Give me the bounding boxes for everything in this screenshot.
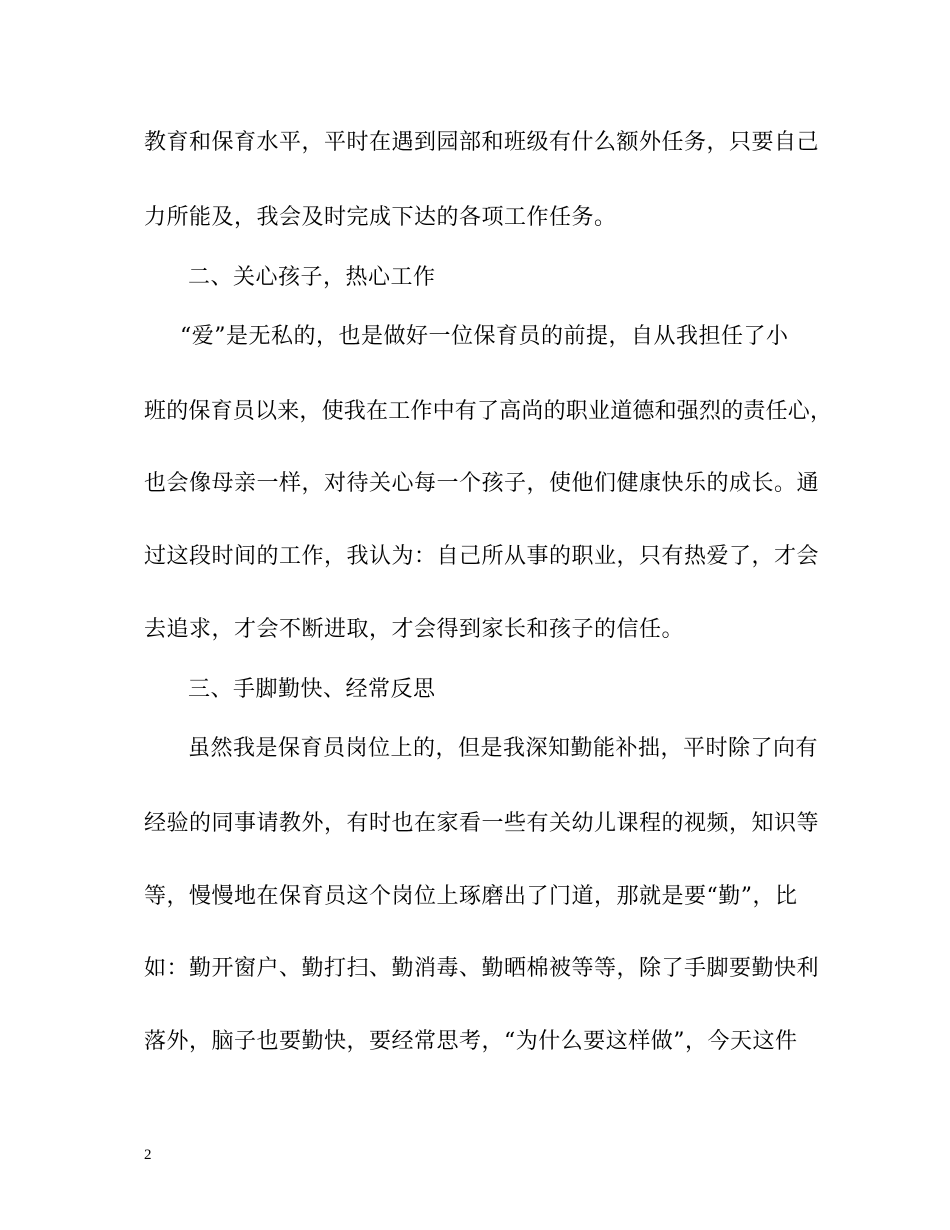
body-text-line: 等，慢慢地在保育员这个岗位上琢磨出了门道，那就是要“勤”，比 (144, 884, 798, 909)
body-text-line: 也会像母亲一样，对待关心每一个孩子，使他们健康快乐的成长。通 (144, 471, 820, 496)
paragraph-first-line: 虽然我是保育员岗位上的，但是我深知勤能补拙，平时除了向有 (188, 736, 819, 761)
body-text-line: 经验的同事请教外，有时也在家看一些有关幼儿课程的视频，知识等 (144, 811, 820, 836)
paragraph-first-line: “爱”是无私的，也是做好一位保育员的前提，自从我担任了小 (180, 324, 789, 349)
body-text-line: 过这段时间的工作，我认为：自己所从事的职业，只有热爱了，才会 (144, 544, 820, 569)
body-text-line: 力所能及，我会及时完成下达的各项工作任务。 (144, 205, 617, 230)
body-text-line: 教育和保育水平，平时在遇到园部和班级有什么额外任务，只要自己 (144, 130, 820, 155)
section-heading: 二、关心孩子，热心工作 (188, 265, 436, 290)
page-number: 2 (144, 1147, 152, 1163)
body-text-line: 去追求，才会不断进取，才会得到家长和孩子的信任。 (144, 617, 685, 642)
body-text-line: 如：勤开窗户、勤打扫、勤消毒、勤晒棉被等等，除了手脚要勤快利 (144, 956, 820, 981)
section-heading: 三、手脚勤快、经常反思 (188, 677, 436, 702)
body-text-line: 落外，脑子也要勤快，要经常思考，“为什么要这样做”，今天这件 (144, 1029, 798, 1054)
body-text-line: 班的保育员以来，使我在工作中有了高尚的职业道德和强烈的责任心， (144, 399, 833, 424)
